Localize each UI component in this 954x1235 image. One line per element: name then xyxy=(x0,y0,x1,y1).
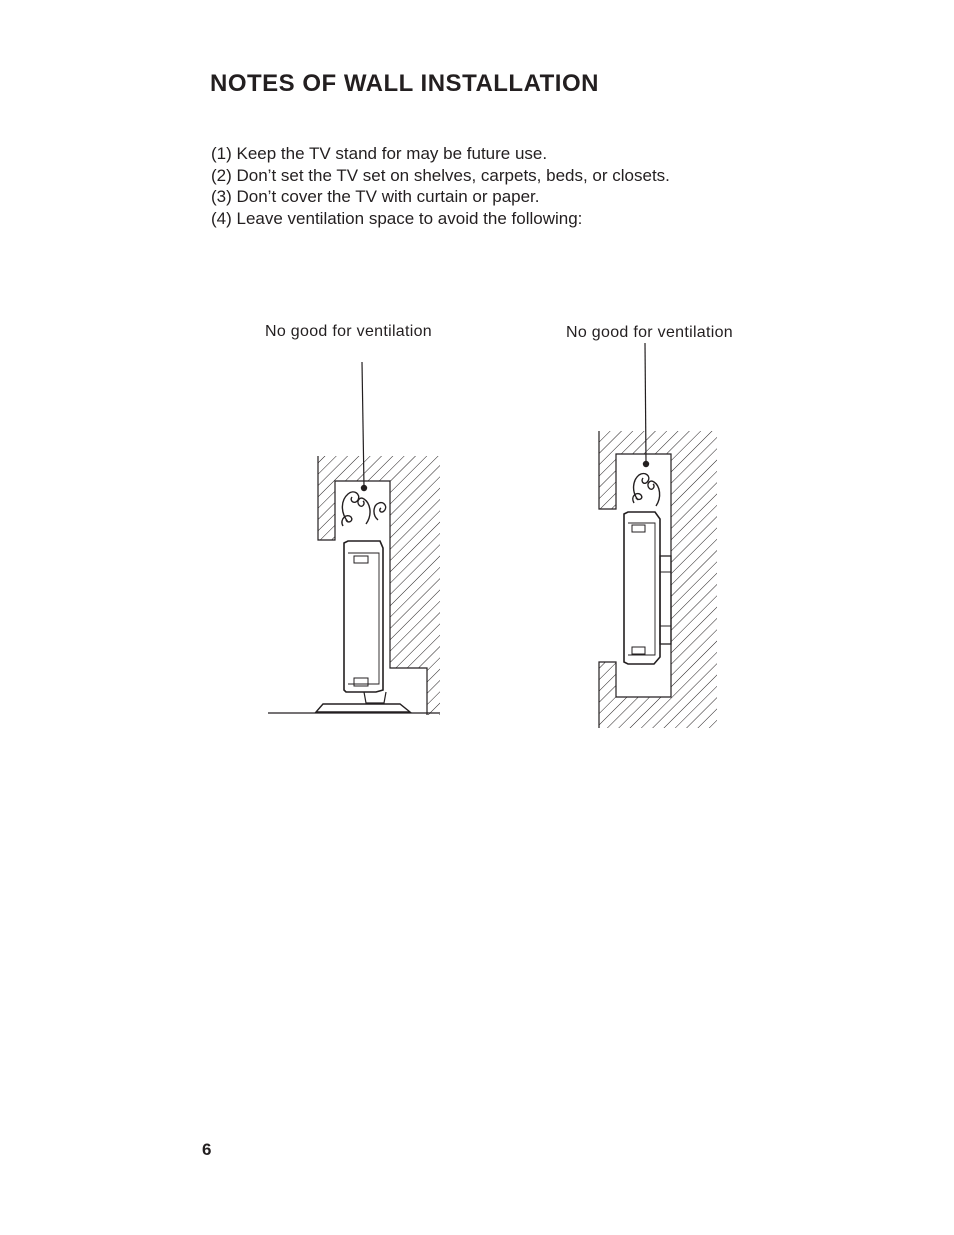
page-title: NOTES OF WALL INSTALLATION xyxy=(210,70,599,97)
stand-tv-niche-illustration xyxy=(260,360,460,730)
note-item: (2) Don’t set the TV set on shelves, carpets, beds, or closets. xyxy=(211,165,670,185)
notes-list xyxy=(211,143,670,229)
tv-set-side-view xyxy=(624,512,671,664)
left-figure-label: No good for ventilation xyxy=(265,323,433,340)
right-figure-label: No good for ventilation xyxy=(566,324,734,341)
wall-mounted-tv-recess-illustration xyxy=(590,340,730,735)
note-item: (1) Keep the TV stand for may be future use. xyxy=(211,144,548,163)
heat-swirl-icon xyxy=(342,492,386,526)
pointer-dot xyxy=(361,485,367,491)
note-item: (4) Leave ventilation space to avoid the following: xyxy=(211,208,583,228)
page-number: 6 xyxy=(202,1140,212,1159)
heat-swirl-icon xyxy=(633,474,660,506)
pointer-dot xyxy=(643,461,649,467)
wall-hatching xyxy=(599,431,717,728)
note-item: (3) Don’t cover the TV with curtain or paper. xyxy=(211,187,540,206)
